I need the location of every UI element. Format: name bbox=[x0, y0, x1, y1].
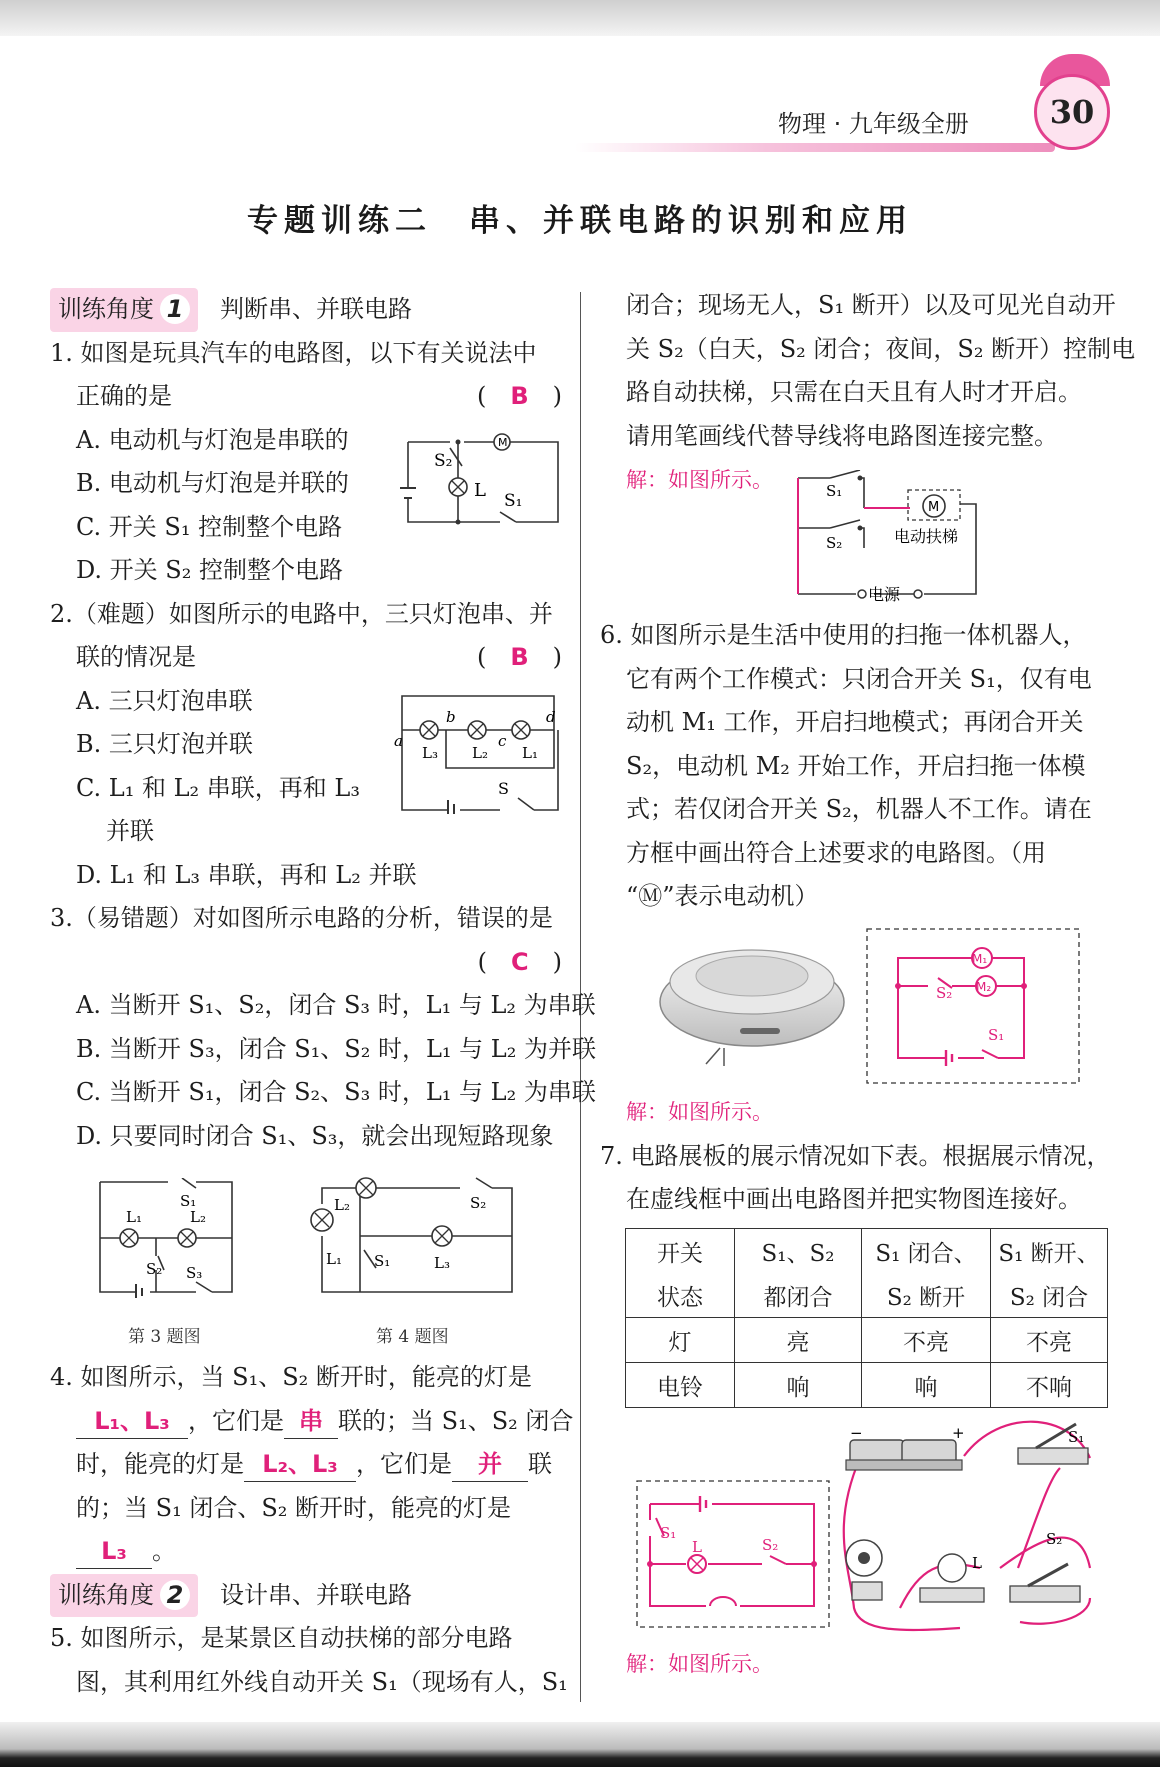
switch-s1-label: S₁ bbox=[180, 1192, 197, 1210]
switch-s2-label: S₂ bbox=[470, 1194, 487, 1212]
book-title: 物理 · 九年级全册 bbox=[778, 110, 969, 138]
bulb-icon bbox=[938, 1554, 966, 1582]
robot-vacuum-image bbox=[654, 930, 854, 1070]
lamp-l2-label: L₂ bbox=[334, 1196, 350, 1214]
q6-line-5: 式；若仅闭合开关 S₂，机器人不工作。请在 bbox=[626, 795, 1092, 823]
switch-s2-label: S₂ bbox=[826, 534, 843, 552]
q5-line-4: 关 S₂（白天，S₂ 闭合；夜间，S₂ 断开）控制电 bbox=[626, 334, 1136, 363]
top-scan-edge bbox=[0, 0, 1160, 36]
q1-stem-2: 正确的是 ( B ) bbox=[76, 382, 562, 410]
power-source-label: 电源 bbox=[868, 585, 901, 604]
caption-fig4: 第 4 题图 bbox=[376, 1327, 449, 1347]
lamp-l3-label: L₃ bbox=[434, 1254, 450, 1272]
q4-line-3: 时，能亮的灯是 L₂、L₃ ，它们是 并 联 bbox=[50, 1443, 562, 1487]
table-row bbox=[626, 1318, 1108, 1363]
right-column-q6 bbox=[600, 614, 1120, 919]
q1-answer: B bbox=[510, 382, 529, 410]
q5-line-3: 闭合；现场无人，S₁ 断开）以及可见光自动开 bbox=[626, 291, 1116, 319]
q2-option-a: A. 三只灯泡串联 bbox=[76, 686, 253, 715]
battery-minus: − bbox=[850, 1424, 863, 1442]
table-cell: S₂ 断开 bbox=[862, 1273, 991, 1318]
table-cell: 开关 bbox=[626, 1229, 735, 1274]
q5-solution: 解：如图所示。 bbox=[626, 468, 773, 492]
lamp-l2-label: L₂ bbox=[472, 744, 488, 762]
switch-s1-label: S₁ bbox=[660, 1524, 677, 1542]
q7-physical-wiring bbox=[840, 1418, 1104, 1642]
q7-solution: 解：如图所示。 bbox=[626, 1652, 773, 1676]
motor-m1-label: M₁ bbox=[972, 952, 988, 966]
q5-line-2: 图，其利用红外线自动开关 S₁（现场有人，S₁ bbox=[76, 1667, 568, 1696]
q3-stem: 3.（易错题）对如图所示电路的分析，错误的是 bbox=[50, 904, 553, 932]
q4-line-4: 的；当 S₁ 闭合、S₂ 断开时，能亮的灯是 bbox=[76, 1493, 512, 1522]
q3-option-d: D. 只要同时闭合 S₁、S₃，就会出现短路现象 bbox=[76, 1121, 554, 1150]
switch-s1-label: S₁ bbox=[826, 482, 843, 500]
battery-plus: + bbox=[952, 1424, 965, 1442]
page-title: 专题训练二 串、并联电路的识别和应用 bbox=[247, 203, 913, 239]
lamp-l3-label: L₃ bbox=[422, 744, 438, 762]
table-cell: S₁ 闭合、 bbox=[862, 1229, 991, 1274]
lamp-label: L bbox=[474, 480, 486, 501]
switch-s1-label: S₁ bbox=[988, 1026, 1005, 1044]
q2-answer: B bbox=[510, 643, 529, 671]
node-b: b bbox=[446, 708, 456, 726]
q4-blank-2: 串 bbox=[284, 1404, 338, 1439]
q6-solution: 解：如图所示。 bbox=[626, 1100, 773, 1124]
lamp-l1-label: L₁ bbox=[126, 1208, 142, 1226]
q4-line-5: L₃ 。 bbox=[50, 1530, 562, 1574]
q2-option-b: B. 三只灯泡并联 bbox=[76, 730, 253, 758]
table-cell: 响 bbox=[735, 1363, 862, 1408]
table-cell: S₂ 闭合 bbox=[991, 1273, 1108, 1318]
q4-blank-1: L₁、L₃ bbox=[76, 1404, 188, 1439]
table-cell: 不响 bbox=[991, 1363, 1108, 1408]
q3-option-c: C. 当断开 S₁，闭合 S₂、S₃ 时，L₁ 与 L₂ 为串联 bbox=[76, 1078, 596, 1106]
q6-line-7: “Ⓜ”表示电动机） bbox=[626, 882, 819, 910]
q5-line-1: 5. 如图所示，是某景区自动扶梯的部分电路 bbox=[50, 1624, 513, 1652]
q4-blank-4: 并 bbox=[452, 1447, 528, 1482]
lamp-l2-label: L₂ bbox=[190, 1208, 206, 1226]
header-ribbon bbox=[575, 143, 1055, 152]
table-cell: 不亮 bbox=[862, 1318, 991, 1363]
q7-schematic bbox=[636, 1480, 830, 1628]
q6-line-4: S₂，电动机 M₂ 开始工作，开启扫拖一体模 bbox=[626, 751, 1086, 780]
table-cell: S₁ 断开、 bbox=[991, 1229, 1108, 1274]
q2-option-d: D. L₁ 和 L₃ 串联，再和 L₂ 并联 bbox=[76, 860, 417, 889]
section-heading-1: 训练角度 1 判断串、并联电路 bbox=[50, 288, 562, 332]
node-d: d bbox=[546, 708, 556, 726]
q7-line-2: 在虚线框中画出电路图并把实物图连接好。 bbox=[626, 1185, 1082, 1213]
q6-solution-circuit bbox=[866, 928, 1080, 1084]
q2-circuit-diagram bbox=[386, 690, 566, 814]
motor-label: M bbox=[498, 436, 508, 449]
left-column-lower bbox=[50, 1356, 574, 1704]
bottom-scan-edge bbox=[0, 1722, 1160, 1767]
q7-line-1: 7. 电路展板的展示情况如下表。根据展示情况， bbox=[600, 1141, 1111, 1170]
q2-stem-2: 联的情况是 ( B ) bbox=[76, 643, 562, 671]
q3-answer-line: ( C ) bbox=[477, 947, 562, 976]
switch-s1-label: S₁ bbox=[1068, 1428, 1085, 1446]
q4-line-2: L₁、L₃ ，它们是 串 联的；当 S₁、S₂ 闭合 bbox=[50, 1400, 562, 1444]
q3-option-b: B. 当断开 S₃，闭合 S₁、S₂ 时，L₁ 与 L₂ 为并联 bbox=[76, 1034, 596, 1063]
table-cell: 都闭合 bbox=[735, 1273, 862, 1318]
q6-line-2: 它有两个工作模式：只闭合开关 S₁，仅有电 bbox=[626, 664, 1092, 693]
q4-circuit-diagram bbox=[308, 1174, 518, 1298]
q1-circuit-diagram bbox=[396, 428, 566, 530]
bulb-label: L bbox=[972, 1554, 982, 1572]
table-cell: 不亮 bbox=[991, 1318, 1108, 1363]
q1-option-d: D. 开关 S₂ 控制整个电路 bbox=[76, 556, 343, 584]
table-row bbox=[626, 1363, 1108, 1408]
motor-label: M bbox=[928, 500, 940, 515]
table-row bbox=[626, 1273, 1108, 1318]
table-cell: S₁、S₂ bbox=[735, 1229, 862, 1274]
q7-solution-wrap bbox=[600, 1642, 1120, 1687]
q4-blank-5: L₃ bbox=[76, 1534, 152, 1569]
escalator-label: 电动扶梯 bbox=[894, 527, 959, 546]
table-cell: 亮 bbox=[735, 1318, 862, 1363]
table-cell: 电铃 bbox=[626, 1363, 735, 1408]
switch-s2-label: S₂ bbox=[762, 1536, 779, 1554]
lamp-l1-label: L₁ bbox=[522, 744, 538, 762]
q4-line-1: 4. 如图所示，当 S₁、S₂ 断开时，能亮的灯是 bbox=[50, 1363, 532, 1391]
switch-s-label: S bbox=[498, 779, 509, 798]
q3-answer: C bbox=[511, 947, 529, 976]
q1-option-c: C. 开关 S₁ 控制整个电路 bbox=[76, 512, 343, 541]
q2-option-c: C. L₁ 和 L₂ 串联，再和 L₃ bbox=[76, 773, 360, 802]
q5-escalator-circuit bbox=[790, 470, 990, 604]
switch-s2-label: S₂ bbox=[434, 451, 453, 471]
q1-option-b: B. 电动机与灯泡是并联的 bbox=[76, 469, 349, 497]
caption-fig3: 第 3 题图 bbox=[128, 1327, 201, 1347]
motor-m2-label: M₂ bbox=[976, 980, 992, 994]
table-cell: 响 bbox=[862, 1363, 991, 1408]
q5-line-5: 路自动扶梯，只需在白天且有人时才开启。 bbox=[626, 378, 1082, 406]
lamp-label: L bbox=[692, 1538, 702, 1556]
q6-line-1: 6. 如图所示是生活中使用的扫拖一体机器人， bbox=[600, 621, 1087, 649]
q1-stem: 1. 如图是玩具汽车的电路图，以下有关说法中 bbox=[50, 338, 537, 367]
table-cell: 灯 bbox=[626, 1318, 735, 1363]
q4-blank-3: L₂、L₃ bbox=[244, 1447, 356, 1482]
q7-state-table bbox=[625, 1228, 1108, 1408]
switch-s2-label: S₂ bbox=[1046, 1530, 1063, 1548]
table-cell: 状态 bbox=[626, 1273, 735, 1318]
switch-s2-label: S₂ bbox=[146, 1260, 163, 1278]
switch-s1-label: S₁ bbox=[504, 491, 523, 511]
q2-stem: 2.（难题）如图所示的电路中，三只灯泡串、并 bbox=[50, 599, 553, 628]
q2-option-c-cont: 并联 bbox=[106, 817, 154, 845]
q5-line-6: 请用笔画线代替导线将电路图连接完整。 bbox=[626, 421, 1058, 450]
q6-line-6: 方框中画出符合上述要求的电路图。（用 bbox=[626, 838, 1046, 867]
q1-option-a: A. 电动机与灯泡是串联的 bbox=[76, 425, 349, 454]
q6-line-3: 动机 M₁ 工作，开启扫地模式；再闭合开关 bbox=[626, 708, 1084, 736]
lamp-l1-label: L₁ bbox=[326, 1250, 342, 1268]
switch-s1-label: S₁ bbox=[374, 1252, 391, 1270]
node-a: a bbox=[394, 732, 403, 750]
switch-s2-label: S₂ bbox=[936, 984, 953, 1002]
node-c: c bbox=[498, 732, 507, 750]
page-number: 30 bbox=[1034, 74, 1110, 150]
table-row bbox=[626, 1229, 1108, 1274]
switch-s3-label: S₃ bbox=[186, 1264, 203, 1282]
right-column-q7 bbox=[600, 1090, 1120, 1222]
q3-option-a: A. 当断开 S₁、S₂，闭合 S₃ 时，L₁ 与 L₂ 为串联 bbox=[76, 991, 596, 1019]
q3-circuit-diagram bbox=[96, 1178, 246, 1298]
section-heading-2: 训练角度 2 设计串、并联电路 bbox=[50, 1574, 562, 1618]
